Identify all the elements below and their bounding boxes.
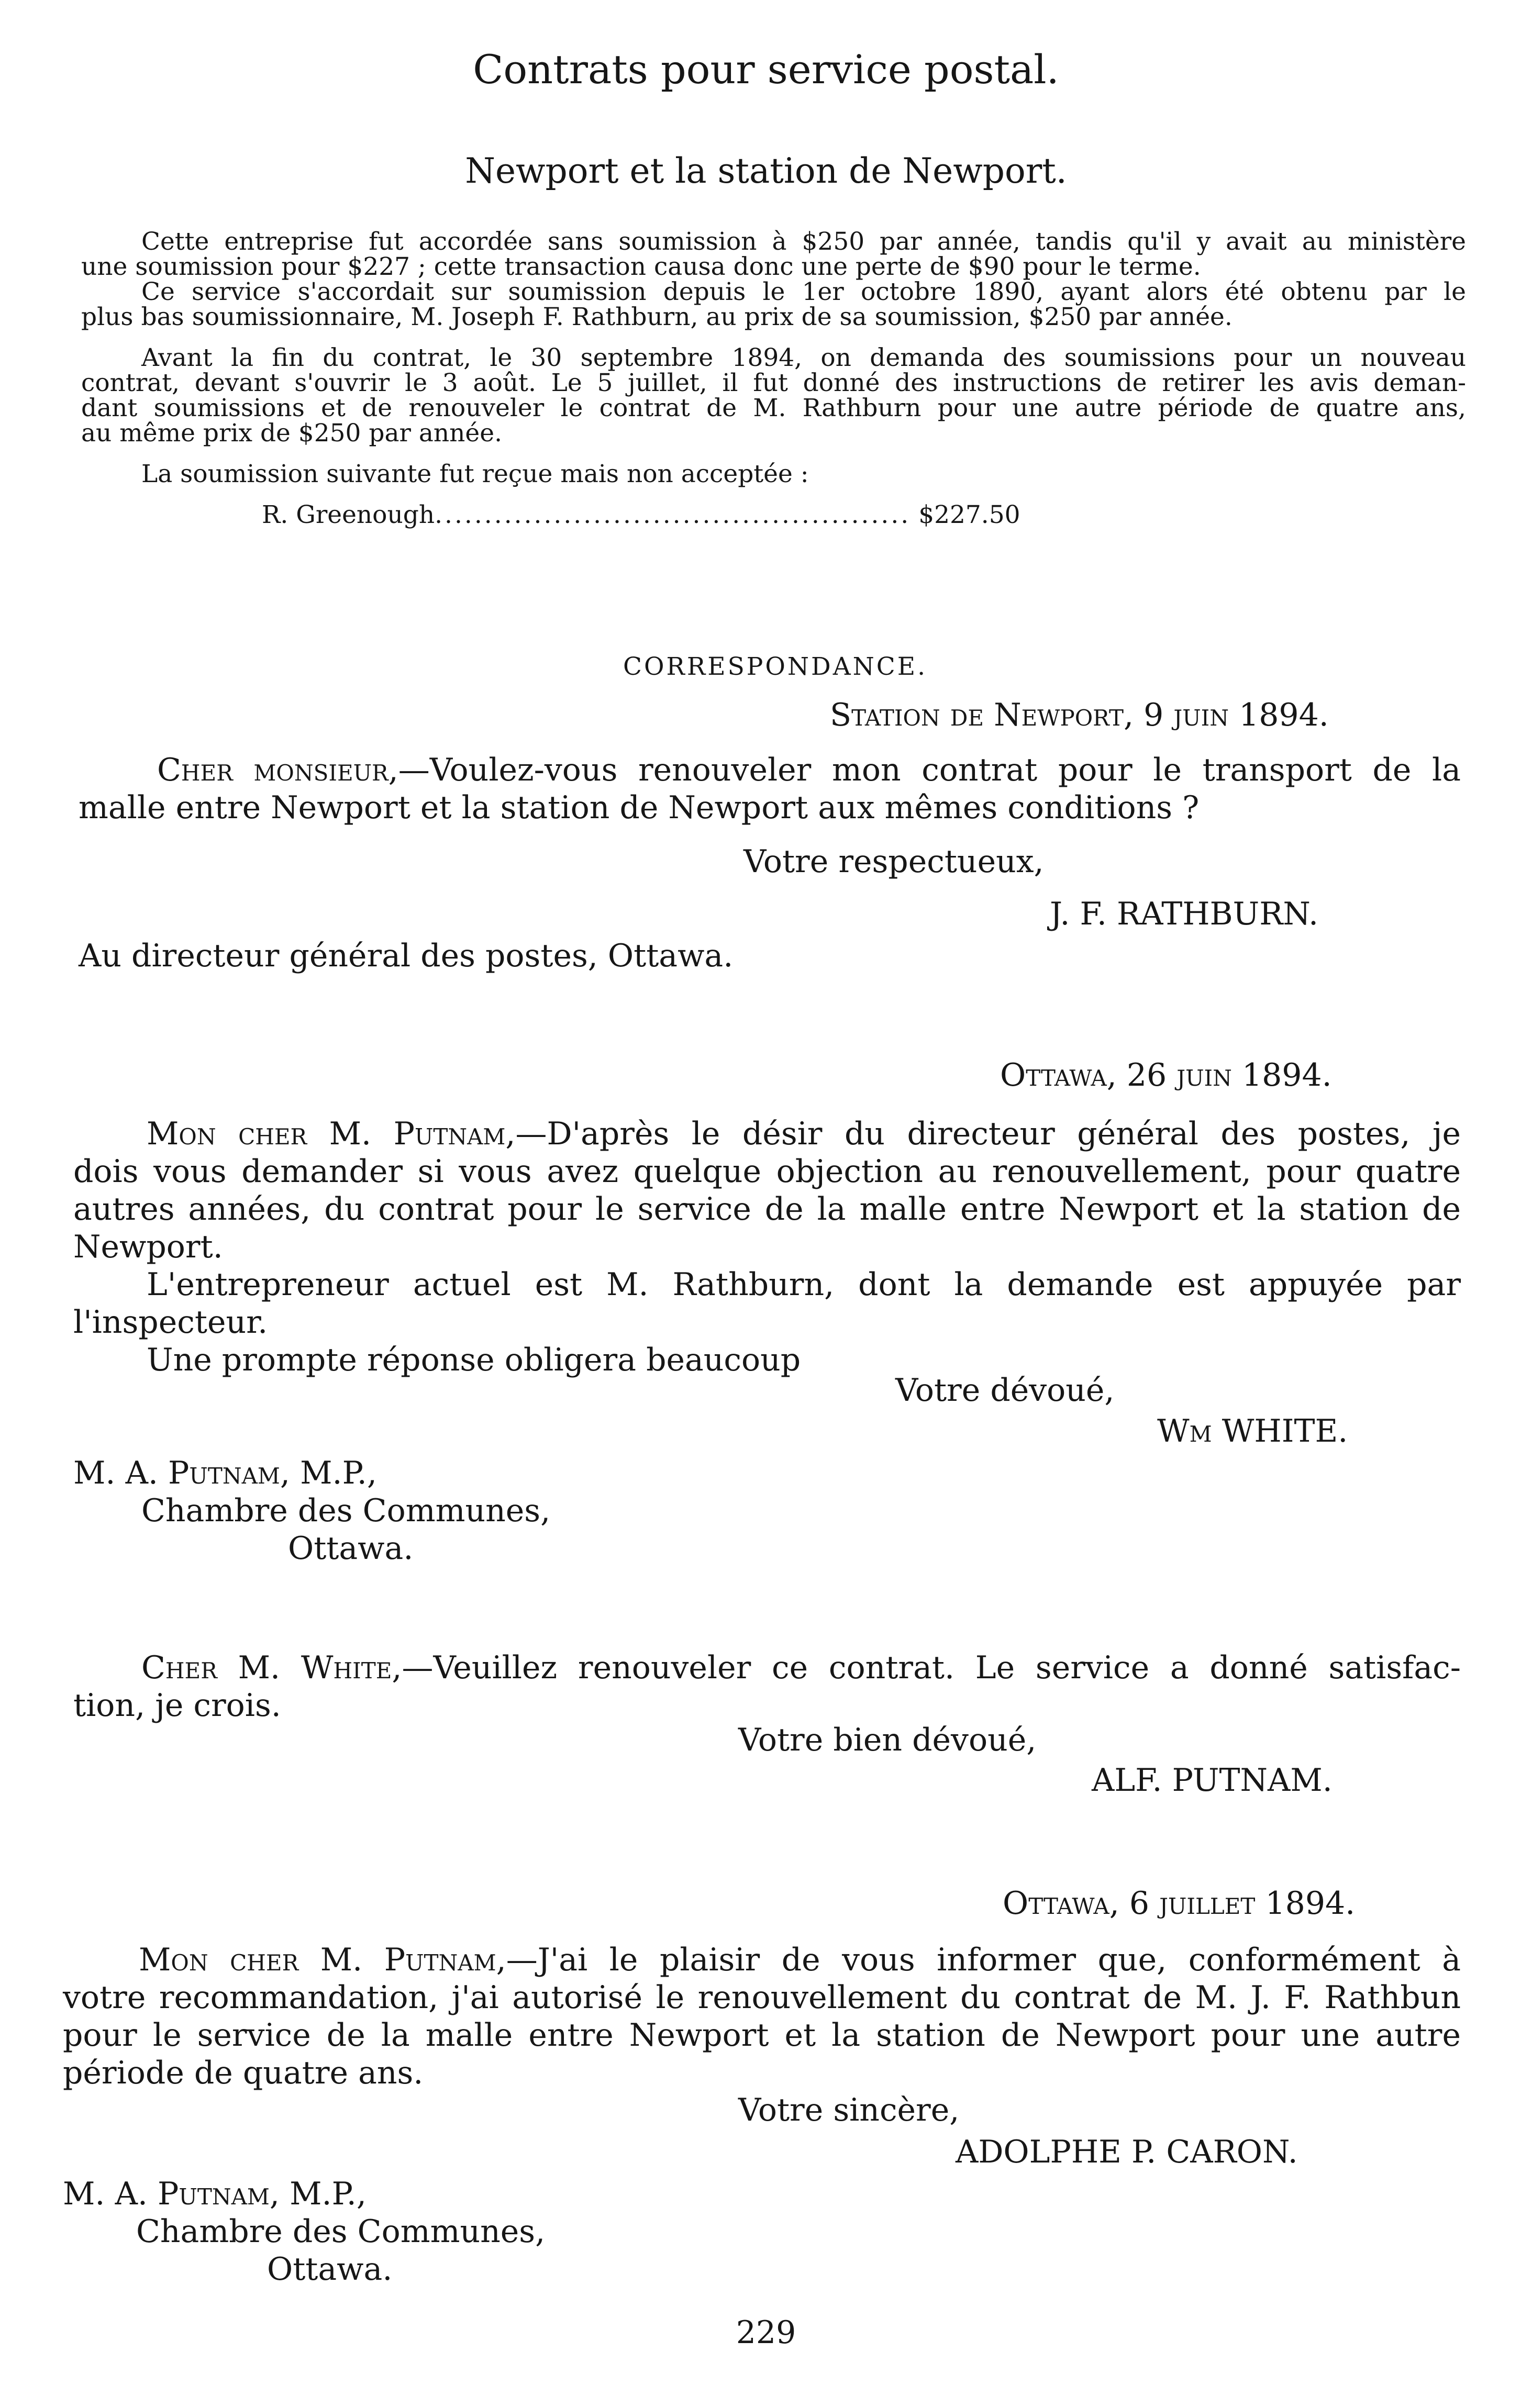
letter4-salutation: Mon cher M. Putnam, [139, 1942, 506, 1978]
intro-p1-line1: Cette entreprise fut accordée sans soumission à $250 par année, tandis qu'il y avait au ministère [141, 227, 1466, 256]
letter2-body-line4: Newport. [73, 1229, 223, 1265]
bid-line [262, 500, 1020, 529]
letter2-body-line2: dois vous demander si vous avez quelque objection au renouvellement, pour quatre [73, 1153, 1461, 1190]
intro-p3-line1: Avant la fin du contrat, le 30 septembre 1894, on demanda des soumissions pour un nouveau [141, 343, 1466, 372]
letter2-addressee-line1: M. A. Putnam, M.P., [73, 1455, 377, 1491]
letter4-body-text1: —J'ai le plaisir de vous informer que, conformément à [506, 1942, 1461, 1978]
letter1-body-line1 [157, 751, 1461, 789]
letter4-body-line4: période de quatre ans. [63, 2055, 424, 2091]
letter2-body-text1: —D'après le désir du directeur général des postes, je [515, 1116, 1461, 1152]
correspondence-heading: CORRESPONDANCE. [623, 652, 928, 681]
letter3-body-text1: —Veuillez renouveler ce contrat. Le service a donné satisfac- [402, 1649, 1461, 1686]
bid-name: R. Greenough [262, 500, 435, 529]
letter3-closing: Votre bien dévoué, [738, 1722, 1037, 1758]
letter2-body-line7: Une prompte réponse obligera beaucoup [147, 1342, 801, 1378]
letter4-signature: ADOLPHE P. CARON. [956, 2134, 1298, 2170]
letter2-body-line6: l'inspecteur. [73, 1304, 268, 1341]
intro-p3-line3: dant soumissions et de renouveler le contrat de M. Rathburn pour une autre période de quatre ans, [81, 394, 1466, 422]
intro-p2-line1: Ce service s'accordait sur soumission depuis le 1er octobre 1890, ayant alors été obtenu par le [141, 277, 1466, 306]
bid-amount: $227.50 [918, 500, 1020, 529]
bid-leader-dots: ................................................ [435, 500, 911, 529]
letter1-salutation: Cher monsieur, [157, 752, 398, 788]
intro-p1-line2: une soumission pour $227 ; cette transaction causa donc une perte de $90 pour le terme. [81, 252, 1201, 281]
letter1-body-line2: malle entre Newport et la station de Newport aux mêmes conditions ? [79, 789, 1200, 826]
letter4-addressee-line2: Chambre des Communes, [136, 2213, 546, 2250]
letter2-body-line3: autres années, du contrat pour le service de la malle entre Newport et la station de [73, 1191, 1461, 1228]
letter4-addressee-line1: M. A. Putnam, M.P., [63, 2176, 367, 2212]
page-title: Contrats pour service postal. [473, 46, 1059, 93]
letter4-body-line1 [139, 1941, 1461, 1979]
letter1-signature: J. F. RATHBURN. [1050, 896, 1319, 932]
letter4-body-line2: votre recommandation, j'ai autorisé le renouvellement du contrat de M. J. F. Rathbun [63, 1979, 1461, 2016]
letter2-addressee-line3: Ottawa. [288, 1530, 414, 1567]
letter2-salutation: Mon cher M. Putnam, [147, 1116, 516, 1152]
letter2-dateline: Ottawa, 26 juin 1894. [1000, 1057, 1332, 1094]
letter2-signature: Wm WHITE. [1157, 1413, 1348, 1450]
intro-p2-line2: plus bas soumissionnaire, M. Joseph F. Rathburn, au prix de sa soumission, $250 par année. [81, 303, 1233, 331]
letter2-addressee-line2: Chambre des Communes, [141, 1492, 551, 1529]
letter2-body-line1 [147, 1115, 1461, 1153]
letter4-closing: Votre sincère, [738, 2092, 960, 2128]
letter3-signature: ALF. PUTNAM. [1092, 1762, 1333, 1799]
intro-p3-line2: contrat, devant s'ouvrir le 3 août. Le 5 juillet, il fut donné des instructions de retirer les avis deman- [81, 369, 1466, 397]
intro-p3-line4: au même prix de $250 par année. [81, 419, 503, 448]
letter2-closing: Votre dévoué, [895, 1372, 1115, 1409]
section-subtitle: Newport et la station de Newport. [465, 151, 1067, 191]
letter1-addressee: Au directeur général des postes, Ottawa. [79, 938, 734, 974]
letter3-salutation: Cher M. White, [141, 1649, 402, 1686]
letter1-dateline: Station de Newport, 9 juin 1894. [830, 697, 1329, 733]
letter3-body-line2: tion, je crois. [73, 1687, 281, 1724]
intro-p4: La soumission suivante fut reçue mais non acceptée : [141, 460, 809, 488]
letter3-body-line1 [141, 1649, 1461, 1687]
letter4-addressee-line3: Ottawa. [267, 2251, 393, 2288]
letter4-body-line3: pour le service de la malle entre Newport et la station de Newport pour une autre [63, 2017, 1461, 2054]
letter1-closing: Votre respectueux, [743, 843, 1044, 880]
letter1-body-text1: —Voulez-vous renouveler mon contrat pour le transport de la [398, 752, 1461, 788]
page-number: 229 [736, 2314, 796, 2351]
letter2-body-line5: L'entrepreneur actuel est M. Rathburn, dont la demande est appuyée par [147, 1266, 1461, 1303]
letter4-dateline: Ottawa, 6 juillet 1894. [1003, 1885, 1356, 1922]
